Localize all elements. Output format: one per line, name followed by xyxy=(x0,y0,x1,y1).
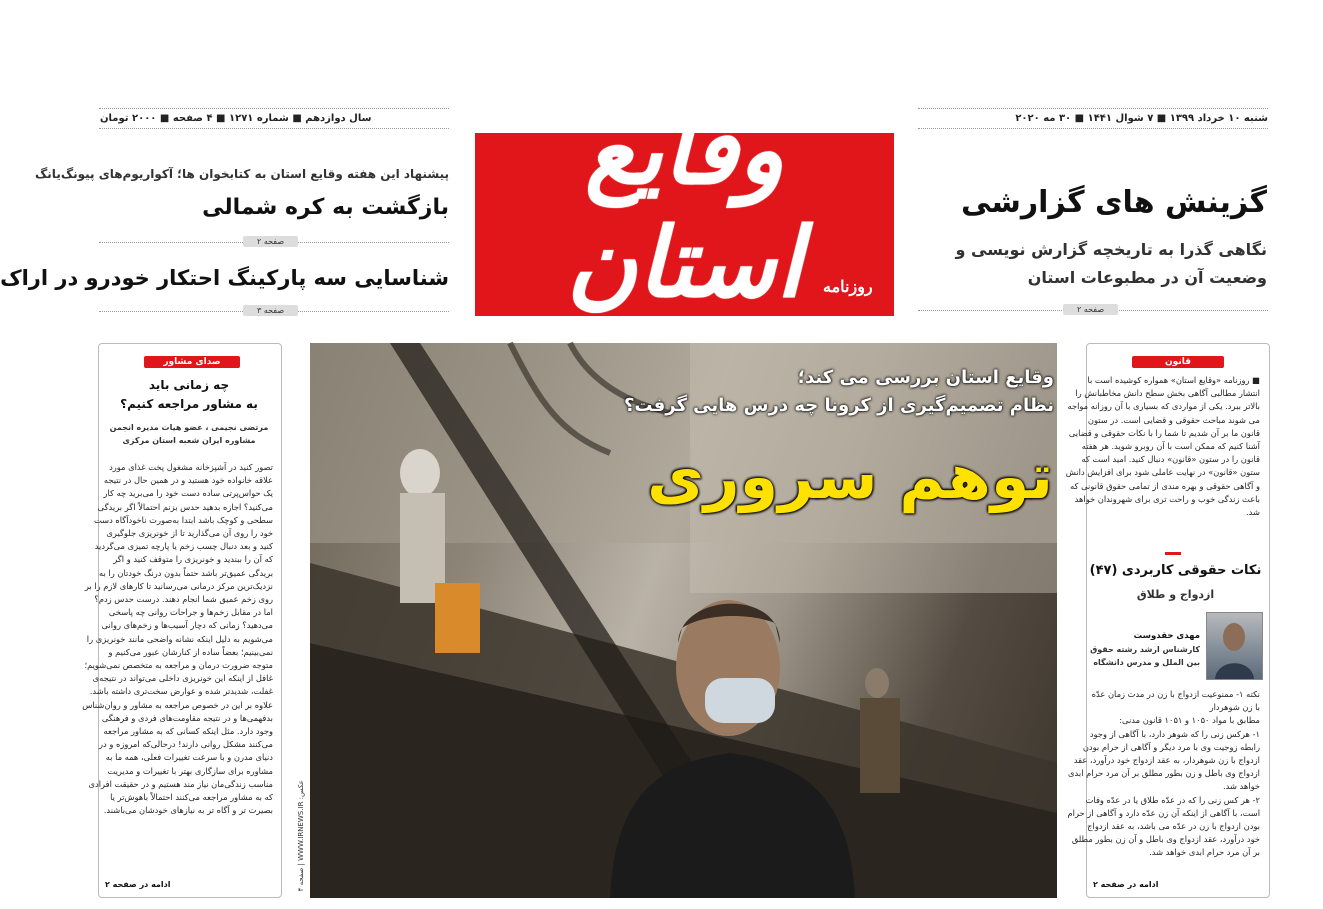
body-line: مناسب زندگی‌مان نیاز مند هستیم و در حقیقت افرادی xyxy=(88,778,273,789)
body-line: نزدیک‌ترین مرکز درمانی می‌رسانید تا کارهای لازم را بر xyxy=(84,580,273,591)
left-teaser2-page[interactable]: صفحه ۳ xyxy=(243,305,298,316)
date-line: شنبه ۱۰ خرداد ۱۳۹۹ ■ ۷ شوال ۱۴۴۱ ■ ۳۰ مه ۲۰۲۰ xyxy=(1015,113,1268,124)
body-line: ازدواج با زن شوهردار، به عقد ازدواج خود درآورد، عقد xyxy=(1073,755,1260,766)
right-column-tag: قانون xyxy=(1132,356,1224,368)
masthead-title: وقایع استان xyxy=(566,93,803,319)
photo-scene xyxy=(310,343,1057,898)
left-column-tag: صدای مشاور xyxy=(144,356,240,368)
body-line: بریدگی عمیق‌تر باشد حتماً بدون درنگ خودتان را به xyxy=(99,567,273,578)
left-teaser2-headline[interactable]: شناسایی سه پارکینگ احتکار خودرو در اراک xyxy=(0,266,449,290)
body-line: بالاتر ببرد. یکی از مواردی که بسیاری با آن روزانه مواجه xyxy=(1067,401,1260,412)
right-column-continued[interactable]: ادامه در صفحه ۲ xyxy=(1093,880,1159,889)
body-line: مشاوره برای سازگاری بهتر با تغییرات و مدیریت xyxy=(107,765,273,776)
section-dots xyxy=(1165,552,1181,555)
main-kicker2: نظام تصمیم‌گیری از کرونا چه درس هایی گرفت؟ xyxy=(623,395,1054,416)
body-line: و آگاهی حقوقی و بهره مندی از تمامی حقوق قانونی که xyxy=(1070,480,1260,491)
top-rule-left xyxy=(99,108,449,109)
left-column-author1: مرتضی نجیمی ، عضو هیات مدیره انجمن xyxy=(109,423,269,432)
body-line: قانون را در ستون «قانون» دنبال کنید. امید است که xyxy=(1081,454,1260,465)
body-line: سطحی و کوچک باشد ابتدا به‌صورت ناخودآگاه دست xyxy=(94,514,273,525)
body-line: که به مشاور مراجعه می‌کنند احتمالاً باهوش‌تر یا xyxy=(110,792,273,803)
body-line: انتشار مطالبی آگاهی بخش سطح دانش مخاطبانش را xyxy=(1075,388,1260,399)
body-line: خواهد شد. xyxy=(1222,781,1260,792)
author-role2: بین الملل و مدرس دانشگاه xyxy=(1093,658,1200,667)
main-photo xyxy=(310,343,1057,898)
body-line: کنید و بعد دنبال چسب زخم یا پارچه تمیزی می‌گردید xyxy=(94,541,273,552)
left-column-title2[interactable]: به مشاور مراجعه کنیم؟ xyxy=(120,397,258,411)
right-column-intro xyxy=(1065,374,1260,519)
right-teaser-sub1: نگاهی گذرا به تاریخچه گزارش نویسی و xyxy=(955,240,1267,259)
masthead-subtitle: روزنامه xyxy=(823,277,873,296)
right-teaser-page[interactable]: صفحه ۲ xyxy=(1063,304,1118,315)
rule-left-2 xyxy=(99,128,449,129)
body-line: ۲- هر کس زنی را که در عدّه طلاق یا در عدّه وفات xyxy=(1085,794,1260,805)
body-line: خود درآورد، عقد ازدواج وی باطل و آن زن بطور مطلق xyxy=(1071,834,1260,845)
body-line: متوجه ضرورت درمان و مراجعه به متخصص نمی‌شویم؛ xyxy=(84,660,273,671)
body-line: بدفهمی‌ها و در نتیجه مقاومت‌های فردی و فرهنگی xyxy=(101,712,273,723)
right-column-subhead2: ازدواج و طلاق xyxy=(1136,588,1215,601)
body-line: با زن شوهردار xyxy=(1209,702,1260,713)
body-line: علاقه خانواده خود هستید و در همین حال در نتیجه xyxy=(103,475,273,486)
body-line: می‌کنید؟ اجازه بدهید حدس بزنم احتمالاً اگر بریدگی xyxy=(97,501,273,512)
left-column-continued[interactable]: ادامه در صفحه ۲ xyxy=(105,880,171,889)
body-line: غفلت، شدیدتر شده و عوارض سخت‌تری داشته باشد. xyxy=(89,686,273,697)
body-line: بودن ازدواج با زن در عدّه می باشد، به عقد ازدواج xyxy=(1087,821,1260,832)
body-line: نمی‌بینیم؛ بعضاً ساده از کنارشان عبور می‌کنیم و xyxy=(108,646,273,657)
body-line: وجود دارد. مثل اینکه کسانی که به مشاور مراجعه xyxy=(103,726,273,737)
left-teaser1-headline[interactable]: بازگشت به کره شمالی xyxy=(202,195,449,220)
right-column-body xyxy=(1067,688,1260,860)
body-line: ■ روزنامه «وقایع استان» همواره کوشیده است با xyxy=(1087,375,1260,385)
body-line: رابطه زوجیت وی با مرد دیگر و آگاهی از حرام بودن xyxy=(1082,741,1260,752)
author-photo xyxy=(1206,612,1263,680)
body-line: است، با آگاهی از اینکه آن زن عدّه دارد و آگاهی از حرام xyxy=(1067,807,1260,818)
right-teaser-headline[interactable]: گزینش های گزارشی xyxy=(961,185,1267,220)
main-headline[interactable]: توهم سروری xyxy=(647,440,1053,513)
body-line: اما در مقابل زخم‌ها و جراحات روانی چه پاسخی xyxy=(108,607,273,618)
author-role1: کارشناس ارشد رشته حقوق xyxy=(1090,645,1200,654)
body-line: می‌کنند مشکل روانی دارند! درحالی‌که امروزه و در xyxy=(99,739,273,750)
body-line: باعث زندگی خوب و راحت تری برای شهروندان خواهد xyxy=(1074,493,1260,504)
body-line: شد. xyxy=(1246,507,1260,518)
left-teaser1-kicker: پیشنهاد این هفته وقایع استان به کتابخوان ها؛ آکواریوم‌های پیونگ‌یانگ xyxy=(35,167,449,181)
body-line: روی زخم عمیق شما انجام دهند. درست حدس زدم؟ xyxy=(94,594,273,605)
body-line: قانون ما بر آن شدیم تا شما را با نکات حقوقی و قضایی xyxy=(1068,427,1260,438)
right-column-subhead[interactable]: نکات حقوقی کاربردی (۴۷) xyxy=(1089,563,1262,578)
body-line: علاوه بر این در خصوص مراجعه به مشاور و روان‌شناس xyxy=(82,699,273,710)
body-line: که آن را ببندید و خونریزی را متوقف کنید و اگر xyxy=(113,554,273,565)
body-line: غافل از اینکه این خونریزی داخلی می‌تواند در نتیجه‌ی xyxy=(92,673,273,684)
top-rule-right xyxy=(918,108,1268,109)
main-kicker1: وقایع استان بررسی می کند؛ xyxy=(797,367,1054,388)
body-line: یک حواس‌پرتی ساده دست خود را می‌برید چه کار xyxy=(103,488,273,499)
body-line: نکته ۱- ممنوعیت ازدواج با زن در مدت زمان عدّه xyxy=(1091,689,1260,699)
body-line: بصیرت تر و آگاه تر به نیازهای خودشان می‌باشند. xyxy=(103,805,273,816)
body-line: بر آن مرد حرام ابدی خواهد شد. xyxy=(1149,847,1260,858)
left-column-author2: مشاوره ایران شعبه استان مرکزی xyxy=(122,436,256,445)
right-teaser-sub2: وضعیت آن در مطبوعات استان xyxy=(1027,268,1267,287)
body-line: می‌دهید؟ زمانی که دچار آسیب‌ها و زخم‌های روانی xyxy=(101,620,273,631)
body-line: می شوند مباحث حقوقی و قضایی است. در ستون xyxy=(1087,414,1260,425)
rule-right-2 xyxy=(918,128,1268,129)
body-line: ازدواج وی باطل و زن بطور مطلق بر آن مرد حرام ابدی xyxy=(1068,768,1260,779)
body-line: ۱- هرکس زنی را که شوهر دارد، با آگاهی از وجود xyxy=(1089,728,1260,739)
photo-credit: عکس: WWW.IRNEWS.IR | صفحه ۴ xyxy=(297,780,305,892)
body-line: ستون «قانون» در نهایت عاملی شود برای افزایش دانش xyxy=(1065,467,1260,478)
body-line: دنیای مدرن و با سرعت تغییرات فعلی، همه ما به xyxy=(105,752,273,763)
body-line: می‌شویم به دلیل اینکه نشانه واضحی مانند خونریزی را xyxy=(86,633,273,644)
left-column-title1[interactable]: چه زمانی باید xyxy=(148,378,230,392)
left-teaser1-page[interactable]: صفحه ۲ xyxy=(243,236,298,247)
issue-line: سال دوازدهم ■ شماره ۱۲۷۱ ■ ۴ صفحه ■ ۲۰۰۰ تومان xyxy=(100,113,372,124)
body-line: مطابق با مواد ۱۰۵۰ و ۱۰۵۱ قانون مدنی: xyxy=(1119,715,1260,726)
author-name: مهدی حقدوست xyxy=(1133,631,1200,641)
body-line: آشنا کنیم که ممکن است با آن روبرو شوید. هر هفته xyxy=(1081,441,1260,452)
body-line: خود را روی آن می‌گذارید تا از خونریزی جلوگیری xyxy=(106,528,273,539)
left-column-body xyxy=(82,461,273,817)
body-line: تصور کنید در آشپزخانه مشغول پخت غذای مورد xyxy=(109,462,273,472)
